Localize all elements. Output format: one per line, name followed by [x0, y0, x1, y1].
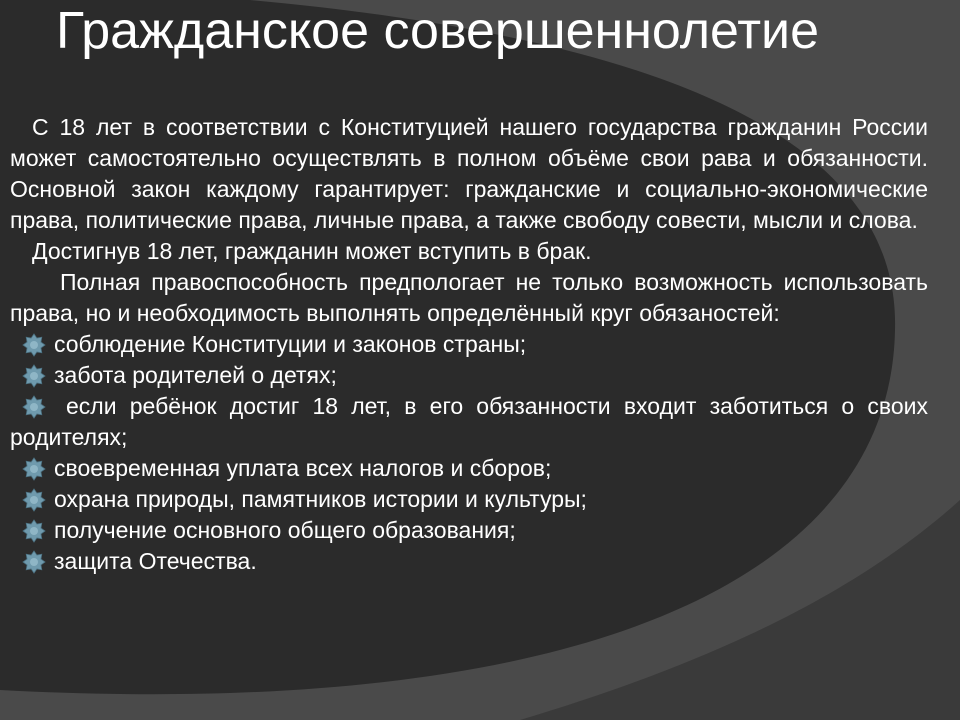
slide-body	[10, 112, 928, 577]
gear-bullet-icon	[22, 333, 46, 357]
paragraph-marriage: Достигнув 18 лет, гражданин может вступить в брак.	[32, 238, 592, 264]
list-item	[10, 360, 928, 391]
gear-bullet-icon	[22, 457, 46, 481]
list-item	[10, 546, 928, 577]
list-item-text: своевременная уплата всех налогов и сборов;	[54, 455, 552, 481]
list-item	[10, 453, 928, 484]
list-item	[10, 329, 928, 360]
gear-bullet-icon	[22, 395, 46, 419]
gear-bullet-icon	[22, 488, 46, 512]
list-item	[10, 484, 928, 515]
list-item-text: получение основного общего образования;	[54, 517, 516, 543]
gear-bullet-icon	[22, 550, 46, 574]
list-item	[10, 391, 928, 453]
gear-bullet-icon	[22, 519, 46, 543]
gear-bullet-icon	[22, 364, 46, 388]
list-item-text: забота родителей о детях;	[54, 362, 337, 388]
list-item-text: если ребёнок достиг 18 лет, в его обязанности входит заботиться о своих родителях;	[10, 393, 928, 450]
duties-list	[10, 329, 928, 577]
list-item	[10, 515, 928, 546]
list-item-text: соблюдение Конституции и законов страны;	[54, 331, 527, 357]
list-item-text: защита Отечества.	[54, 548, 257, 574]
slide-title: Гражданское совершеннолетие	[56, 2, 820, 60]
list-item-text: охрана природы, памятников истории и культуры;	[54, 486, 587, 512]
paragraph-rights: С 18 лет в соответствии с Конституцией нашего государства гражданин России может самостоятельно осуществлять в полном объёме свои рава и обязанности. Основной закон каждому гарантирует: гражданские и социально-экономические права, политические права, личные права, а также свободу совести, мысли и слова.	[10, 114, 928, 233]
paragraph-duties-intro: Полная правоспособность предпологает не только возможность использовать права, но и необходимость выполнять определённый круг обязаностей:	[10, 269, 928, 326]
